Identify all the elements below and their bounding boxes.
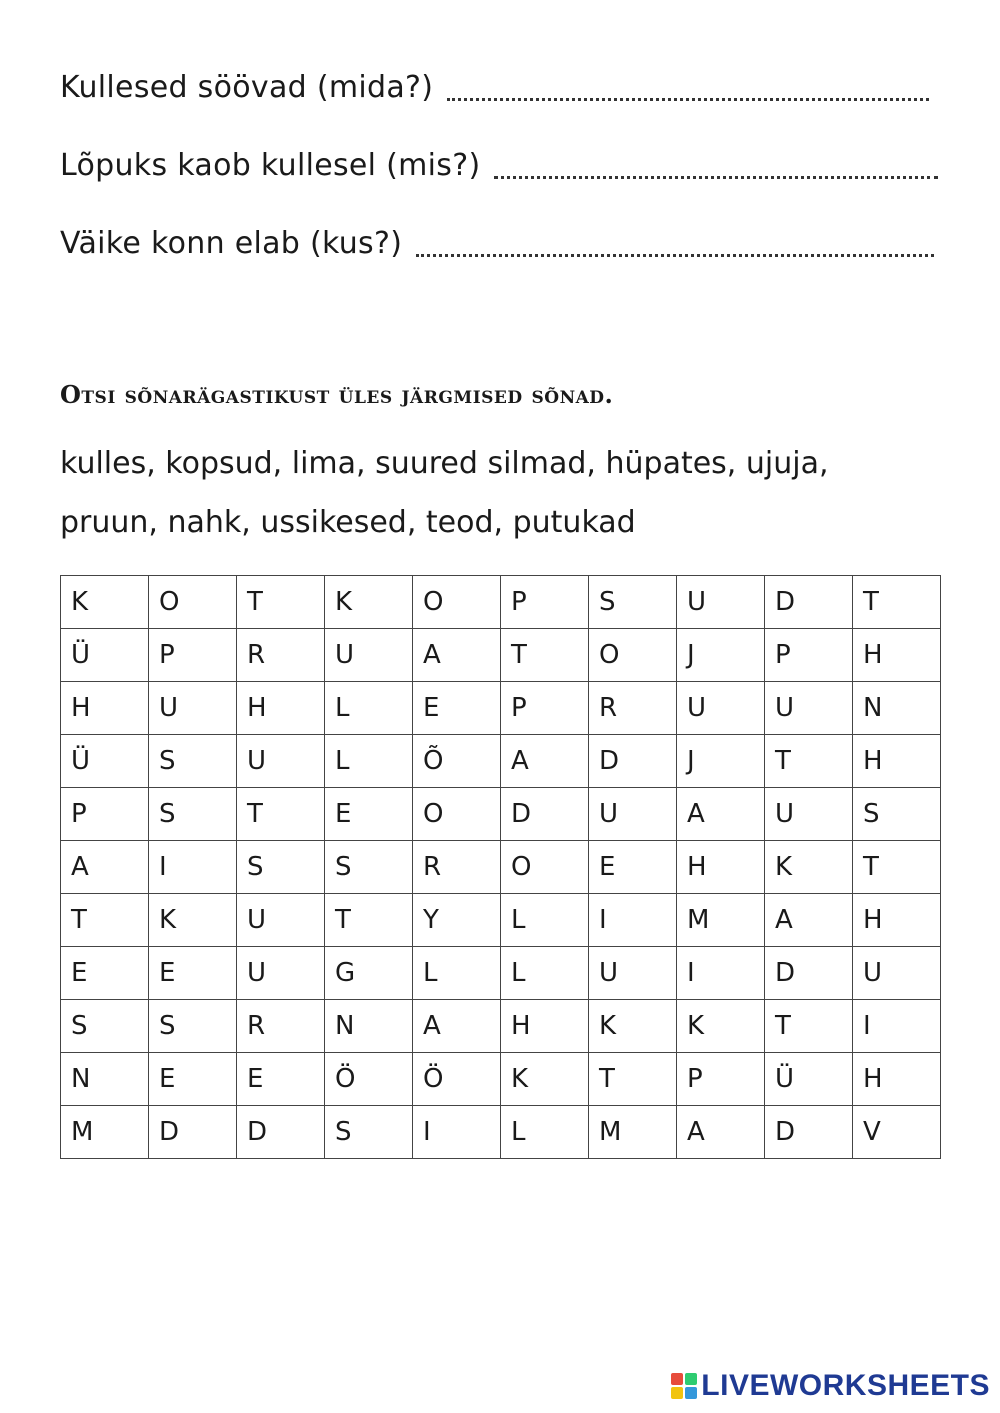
grid-cell[interactable]: D <box>501 788 589 841</box>
grid-cell[interactable]: H <box>853 894 941 947</box>
grid-cell[interactable]: O <box>501 841 589 894</box>
question-2-text: Lõpuks kaob kullesel (mis?) <box>60 148 481 183</box>
grid-cell[interactable]: A <box>677 788 765 841</box>
grid-cell[interactable]: E <box>325 788 413 841</box>
grid-cell[interactable]: Y <box>413 894 501 947</box>
grid-row <box>61 788 941 841</box>
grid-cell[interactable]: I <box>677 947 765 1000</box>
answer-line-1[interactable] <box>447 76 929 101</box>
grid-cell[interactable]: K <box>501 1053 589 1106</box>
grid-cell[interactable]: H <box>501 1000 589 1053</box>
grid-cell[interactable]: Ü <box>765 1053 853 1106</box>
grid-cell[interactable]: R <box>413 841 501 894</box>
grid-cell[interactable]: T <box>237 788 325 841</box>
grid-cell[interactable]: K <box>677 1000 765 1053</box>
grid-cell[interactable]: N <box>853 682 941 735</box>
word-search-grid <box>60 575 941 1159</box>
grid-cell[interactable]: N <box>325 1000 413 1053</box>
grid-cell[interactable]: T <box>853 576 941 629</box>
grid-cell[interactable]: E <box>589 841 677 894</box>
grid-cell[interactable]: U <box>149 682 237 735</box>
grid-cell[interactable]: T <box>237 576 325 629</box>
grid-cell[interactable]: Ö <box>325 1053 413 1106</box>
grid-cell[interactable]: O <box>413 788 501 841</box>
grid-cell[interactable]: U <box>237 947 325 1000</box>
grid-cell[interactable]: S <box>237 841 325 894</box>
grid-row <box>61 841 941 894</box>
grid-cell[interactable]: D <box>149 1106 237 1159</box>
grid-cell[interactable]: T <box>765 735 853 788</box>
word-list-line-1: kulles, kopsud, lima, suured silmad, hüpates, ujuja, <box>60 446 829 481</box>
grid-cell[interactable]: S <box>149 788 237 841</box>
grid-cell[interactable]: P <box>149 629 237 682</box>
grid-cell[interactable]: L <box>325 682 413 735</box>
grid-cell[interactable]: K <box>325 576 413 629</box>
grid-cell[interactable]: U <box>853 947 941 1000</box>
grid-cell[interactable]: M <box>677 894 765 947</box>
grid-cell[interactable]: M <box>61 1106 149 1159</box>
grid-cell[interactable]: D <box>765 576 853 629</box>
grid-cell[interactable]: U <box>589 788 677 841</box>
brand-name: LIVEWORKSHEETS <box>701 1369 990 1402</box>
grid-cell[interactable]: T <box>501 629 589 682</box>
grid-cell[interactable]: O <box>589 629 677 682</box>
grid-cell[interactable]: Ü <box>61 735 149 788</box>
answer-line-3[interactable] <box>416 232 934 257</box>
grid-cell[interactable]: J <box>677 735 765 788</box>
grid-cell[interactable]: D <box>765 947 853 1000</box>
grid-cell[interactable]: L <box>501 1106 589 1159</box>
grid-cell[interactable]: L <box>501 894 589 947</box>
question-1-text: Kullesed söövad (mida?) <box>60 70 434 105</box>
grid-cell[interactable]: P <box>501 576 589 629</box>
grid-row <box>61 1106 941 1159</box>
grid-cell[interactable]: Ö <box>413 1053 501 1106</box>
grid-cell[interactable]: R <box>237 1000 325 1053</box>
grid-cell[interactable]: U <box>765 788 853 841</box>
grid-cell[interactable]: U <box>237 894 325 947</box>
grid-cell[interactable]: E <box>149 1053 237 1106</box>
grid-row <box>61 682 941 735</box>
grid-cell[interactable]: K <box>149 894 237 947</box>
grid-cell[interactable]: U <box>325 629 413 682</box>
grid-cell[interactable]: O <box>413 576 501 629</box>
grid-cell[interactable]: T <box>589 1053 677 1106</box>
grid-cell[interactable]: S <box>589 576 677 629</box>
grid-cell[interactable]: U <box>677 682 765 735</box>
grid-cell[interactable]: A <box>765 894 853 947</box>
grid-cell[interactable]: U <box>589 947 677 1000</box>
grid-cell[interactable]: H <box>61 682 149 735</box>
answer-line-2[interactable] <box>494 154 938 179</box>
grid-cell[interactable]: L <box>413 947 501 1000</box>
grid-cell[interactable]: S <box>853 788 941 841</box>
grid-cell[interactable]: T <box>853 841 941 894</box>
grid-cell[interactable]: H <box>853 735 941 788</box>
grid-cell[interactable]: S <box>325 841 413 894</box>
grid-cell[interactable]: I <box>853 1000 941 1053</box>
grid-cell[interactable]: K <box>765 841 853 894</box>
grid-cell[interactable]: H <box>677 841 765 894</box>
grid-cell[interactable]: S <box>325 1106 413 1159</box>
question-3-text: Väike konn elab (kus?) <box>60 226 403 261</box>
question-2 <box>60 146 938 186</box>
grid-row <box>61 894 941 947</box>
grid-cell[interactable]: S <box>61 1000 149 1053</box>
grid-cell[interactable]: P <box>765 629 853 682</box>
grid-cell[interactable]: R <box>237 629 325 682</box>
grid-cell[interactable]: T <box>765 1000 853 1053</box>
grid-cell[interactable]: H <box>853 1053 941 1106</box>
grid-cell[interactable]: L <box>325 735 413 788</box>
grid-cell[interactable]: D <box>765 1106 853 1159</box>
word-list-line-2: pruun, nahk, ussikesed, teod, putukad <box>60 505 636 540</box>
grid-cell[interactable]: D <box>237 1106 325 1159</box>
grid-cell[interactable]: T <box>325 894 413 947</box>
grid-cell[interactable]: M <box>589 1106 677 1159</box>
grid-cell[interactable]: A <box>413 1000 501 1053</box>
grid-cell[interactable]: L <box>501 947 589 1000</box>
grid-cell[interactable]: Õ <box>413 735 501 788</box>
grid-cell[interactable]: P <box>677 1053 765 1106</box>
grid-row <box>61 629 941 682</box>
grid-cell[interactable]: I <box>149 841 237 894</box>
grid-cell[interactable]: S <box>149 735 237 788</box>
grid-cell[interactable]: T <box>61 894 149 947</box>
grid-cell[interactable]: A <box>677 1106 765 1159</box>
grid-cell[interactable]: O <box>149 576 237 629</box>
grid-cell[interactable]: A <box>413 629 501 682</box>
grid-cell[interactable]: V <box>853 1106 941 1159</box>
question-1 <box>60 68 929 108</box>
grid-cell[interactable]: H <box>237 682 325 735</box>
grid-cell[interactable]: E <box>61 947 149 1000</box>
grid-cell[interactable]: A <box>501 735 589 788</box>
grid-cell[interactable]: G <box>325 947 413 1000</box>
grid-row <box>61 947 941 1000</box>
grid-cell[interactable]: I <box>589 894 677 947</box>
grid-cell[interactable]: D <box>589 735 677 788</box>
grid-cell[interactable]: I <box>413 1106 501 1159</box>
liveworksheets-logo <box>671 1369 990 1403</box>
grid-cell[interactable]: R <box>589 682 677 735</box>
grid-row <box>61 1053 941 1106</box>
grid-cell[interactable]: J <box>677 629 765 682</box>
grid-cell[interactable]: K <box>61 576 149 629</box>
grid-row <box>61 735 941 788</box>
grid-cell[interactable]: K <box>589 1000 677 1053</box>
liveworksheets-logo-icon <box>671 1373 697 1399</box>
grid-cell[interactable]: N <box>61 1053 149 1106</box>
task-title: Otsi sõnarägastikust üles järgmised sõnad. <box>60 380 614 409</box>
grid-cell[interactable]: U <box>677 576 765 629</box>
grid-cell[interactable]: A <box>61 841 149 894</box>
grid-row <box>61 576 941 629</box>
grid-row <box>61 1000 941 1053</box>
grid-cell[interactable]: E <box>413 682 501 735</box>
grid-cell[interactable]: E <box>149 947 237 1000</box>
grid-cell[interactable]: U <box>765 682 853 735</box>
grid-cell[interactable]: U <box>237 735 325 788</box>
grid-cell[interactable]: Ü <box>61 629 149 682</box>
grid-cell[interactable]: P <box>501 682 589 735</box>
grid-cell[interactable]: S <box>149 1000 237 1053</box>
grid-cell[interactable]: E <box>237 1053 325 1106</box>
grid-cell[interactable]: P <box>61 788 149 841</box>
question-3 <box>60 224 934 264</box>
grid-cell[interactable]: H <box>853 629 941 682</box>
